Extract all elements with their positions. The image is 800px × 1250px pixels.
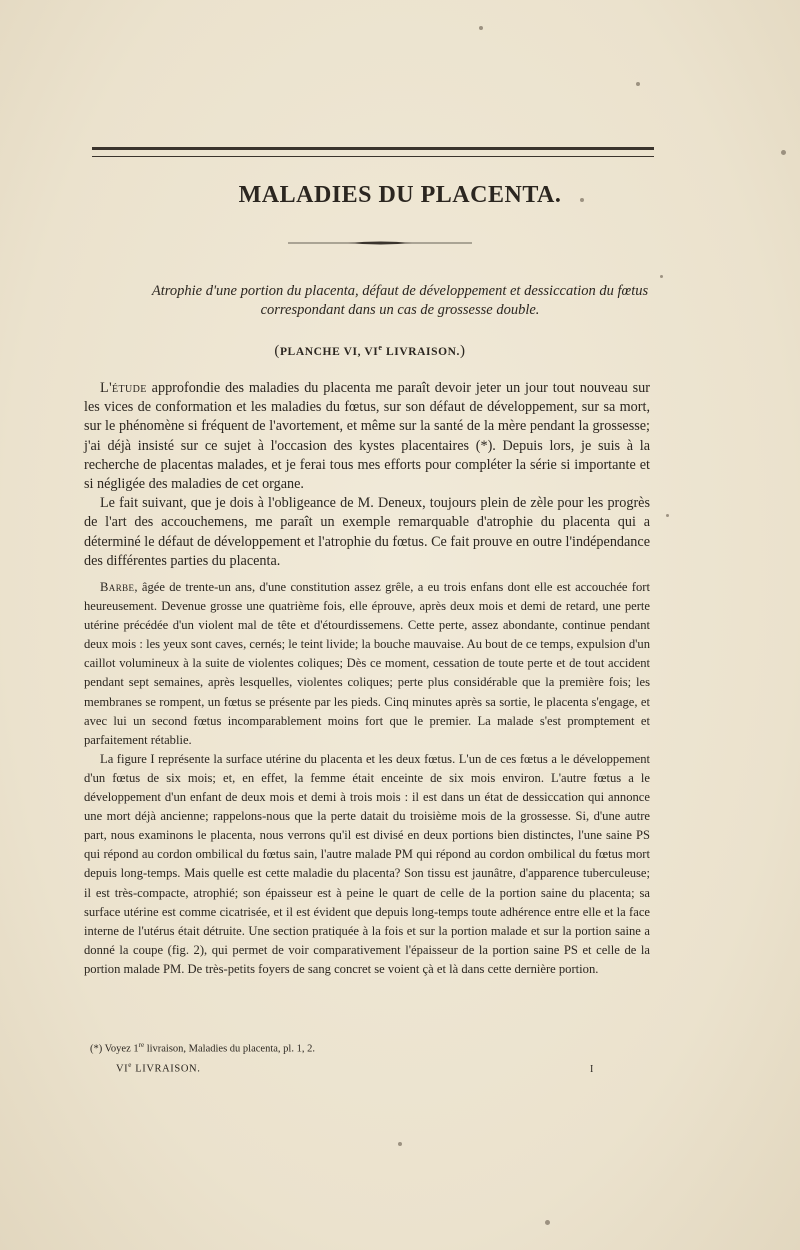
intro-paragraph-1 bbox=[84, 379, 650, 494]
plate-open-paren: ( bbox=[274, 343, 280, 359]
subtitle bbox=[60, 282, 740, 320]
intro-dropcap-word: L'étude bbox=[100, 380, 147, 396]
case-section bbox=[84, 578, 650, 979]
case-paragraph-1-text: , âgée de trente-un ans, d'une constitution assez grêle, a eu trois enfans dont elle est accouchée fort heureusement. Devenue grosse une quatrième fois, elle éprouve, après deux mois et demi de retard, une perte utérine précédée d'un violent mal de tête et d'étourdissemens. Cette perte, assez abondante, continue pendant deux mois : les yeux sont caves, cernés; le teint livide; la bouche mauvaise. Au bout de ce temps, expulsion d'un caillot volumineux à la suite de violentes coliques; Dès ce moment, cessation de toute perte et de tout accident pendant sept semaines, après lesquelles, violentes coliques; perte plus considérable que la première fois; les membranes se rompent, un fœtus se présente par les pieds. Cinq minutes après sa sortie, le placenta s'engage, et avec lui un second fœtus incomparablement moins fort que le premier. La malade s'est promptement et parfaitement rétablie. bbox=[84, 580, 650, 747]
footnote-post: livraison, Maladies du placenta, pl. 1, 2. bbox=[144, 1043, 315, 1055]
paper-speck bbox=[545, 1220, 550, 1225]
intro-paragraph-1-text: approfondie des maladies du placenta me paraît devoir jeter un jour tout nouveau sur les vices de conformation et les maladies du fœtus, sur son défaut de développement, sur sa mort, sur le phénomène si fréquent de l'avortement, et même sur la santé de la mère pendant la grossesse; j'ai déjà insisté sur ce sujet à l'occasion des kystes placentaires (*). Depuis lors, je suis à la recherche de placentas malades, et je ferai tous mes efforts pour compléter la série si importante et si négligée des maladies de cet organe. bbox=[84, 380, 650, 493]
paper-speck bbox=[479, 26, 483, 30]
paper-speck bbox=[580, 198, 584, 202]
paper-speck bbox=[666, 514, 669, 517]
paper-speck bbox=[660, 275, 663, 278]
paper-speck bbox=[398, 1142, 402, 1146]
footnote-sup: re bbox=[138, 1041, 145, 1049]
signature-post: LIVRAISON. bbox=[132, 1063, 201, 1075]
ornament-divider bbox=[288, 240, 472, 246]
page-number: I bbox=[590, 1064, 594, 1075]
subtitle-line-1: Atrophie d'une portion du placenta, défaut de développement et dessiccation du fœtus bbox=[151, 283, 649, 299]
plate-sup: e bbox=[378, 343, 383, 353]
intro-paragraph-2: Le fait suivant, que je dois à l'obligeance de M. Deneux, toujours plein de zèle pour les progrès de l'art des accouchemens, me paraît un exemple remarquable d'atrophie du placenta qui a déterminé le défaut de développement et l'atrophie du fœtus. Ce fait prouve en outre l'indépendance des différentes parties du placenta. bbox=[84, 495, 650, 569]
signature-mark bbox=[116, 1061, 200, 1075]
page-title: MALADIES DU PLACENTA. bbox=[238, 182, 562, 208]
case-paragraph-2: La figure I représente la surface utérine du placenta et les deux fœtus. L'un de ces fœtus a le développement d'un fœtus de six mois; et, en effet, la femme était enceinte de six mois environ. L'autre fœtus a le développement d'un enfant de deux mois et demi à trois mois : il est dans un état de dessiccation qui annonce une mort déjà ancienne; rappelons-nous que la perte datait du troisième mois de la grossesse. Si, d'une autre part, nous examinons le placenta, nous verrons qu'il est divisé en deux portions bien distinctes, l'une saine PS qui répond au cordon ombilical du fœtus sain, l'autre malade PM qui répond au cordon ombilical du fœtus mort depuis long-temps. Mais quelle est cette maladie du placenta? Son tissu est jaunâtre, d'apparence tuberculeuse; il est très-compacte, atrophié; son épaisseur est à peine le quart de celle de la portion saine du placenta; sa surface utérine est comme cicatrisée, et il est évident que depuis long-temps toute adhérence entre elle et la face interne de l'utérus était détruite. Une section pratiquée à la fois et sur la portion malade et sur la portion saine a donné la coupe (fig. 2), qui permet de voir comparativement l'épaisseur de la portion saine PS et celle de la portion malade PM. De très-petits foyers de sang concret se voient çà et là dans cette dernière portion. bbox=[84, 751, 650, 976]
subtitle-line-2: correspondant dans un cas de grossesse double. bbox=[260, 302, 540, 318]
footnote-pre: (*) Voyez 1 bbox=[90, 1043, 139, 1055]
signature-pre: VI bbox=[116, 1063, 129, 1075]
case-paragraph-1 bbox=[84, 578, 650, 750]
patient-name: Barbe bbox=[100, 580, 135, 594]
plate-rest: LIVRAISON. bbox=[382, 346, 461, 358]
plate-label: PLANCHE VI, VI bbox=[279, 346, 379, 358]
paper-speck bbox=[781, 150, 786, 155]
plate-close-paren: ) bbox=[460, 343, 466, 359]
paper-speck bbox=[636, 82, 640, 86]
footnote bbox=[90, 1041, 315, 1055]
top-double-rule bbox=[92, 147, 654, 157]
plate-reference bbox=[0, 343, 740, 360]
signature-sup: e bbox=[128, 1061, 132, 1069]
intro-section bbox=[84, 379, 650, 571]
